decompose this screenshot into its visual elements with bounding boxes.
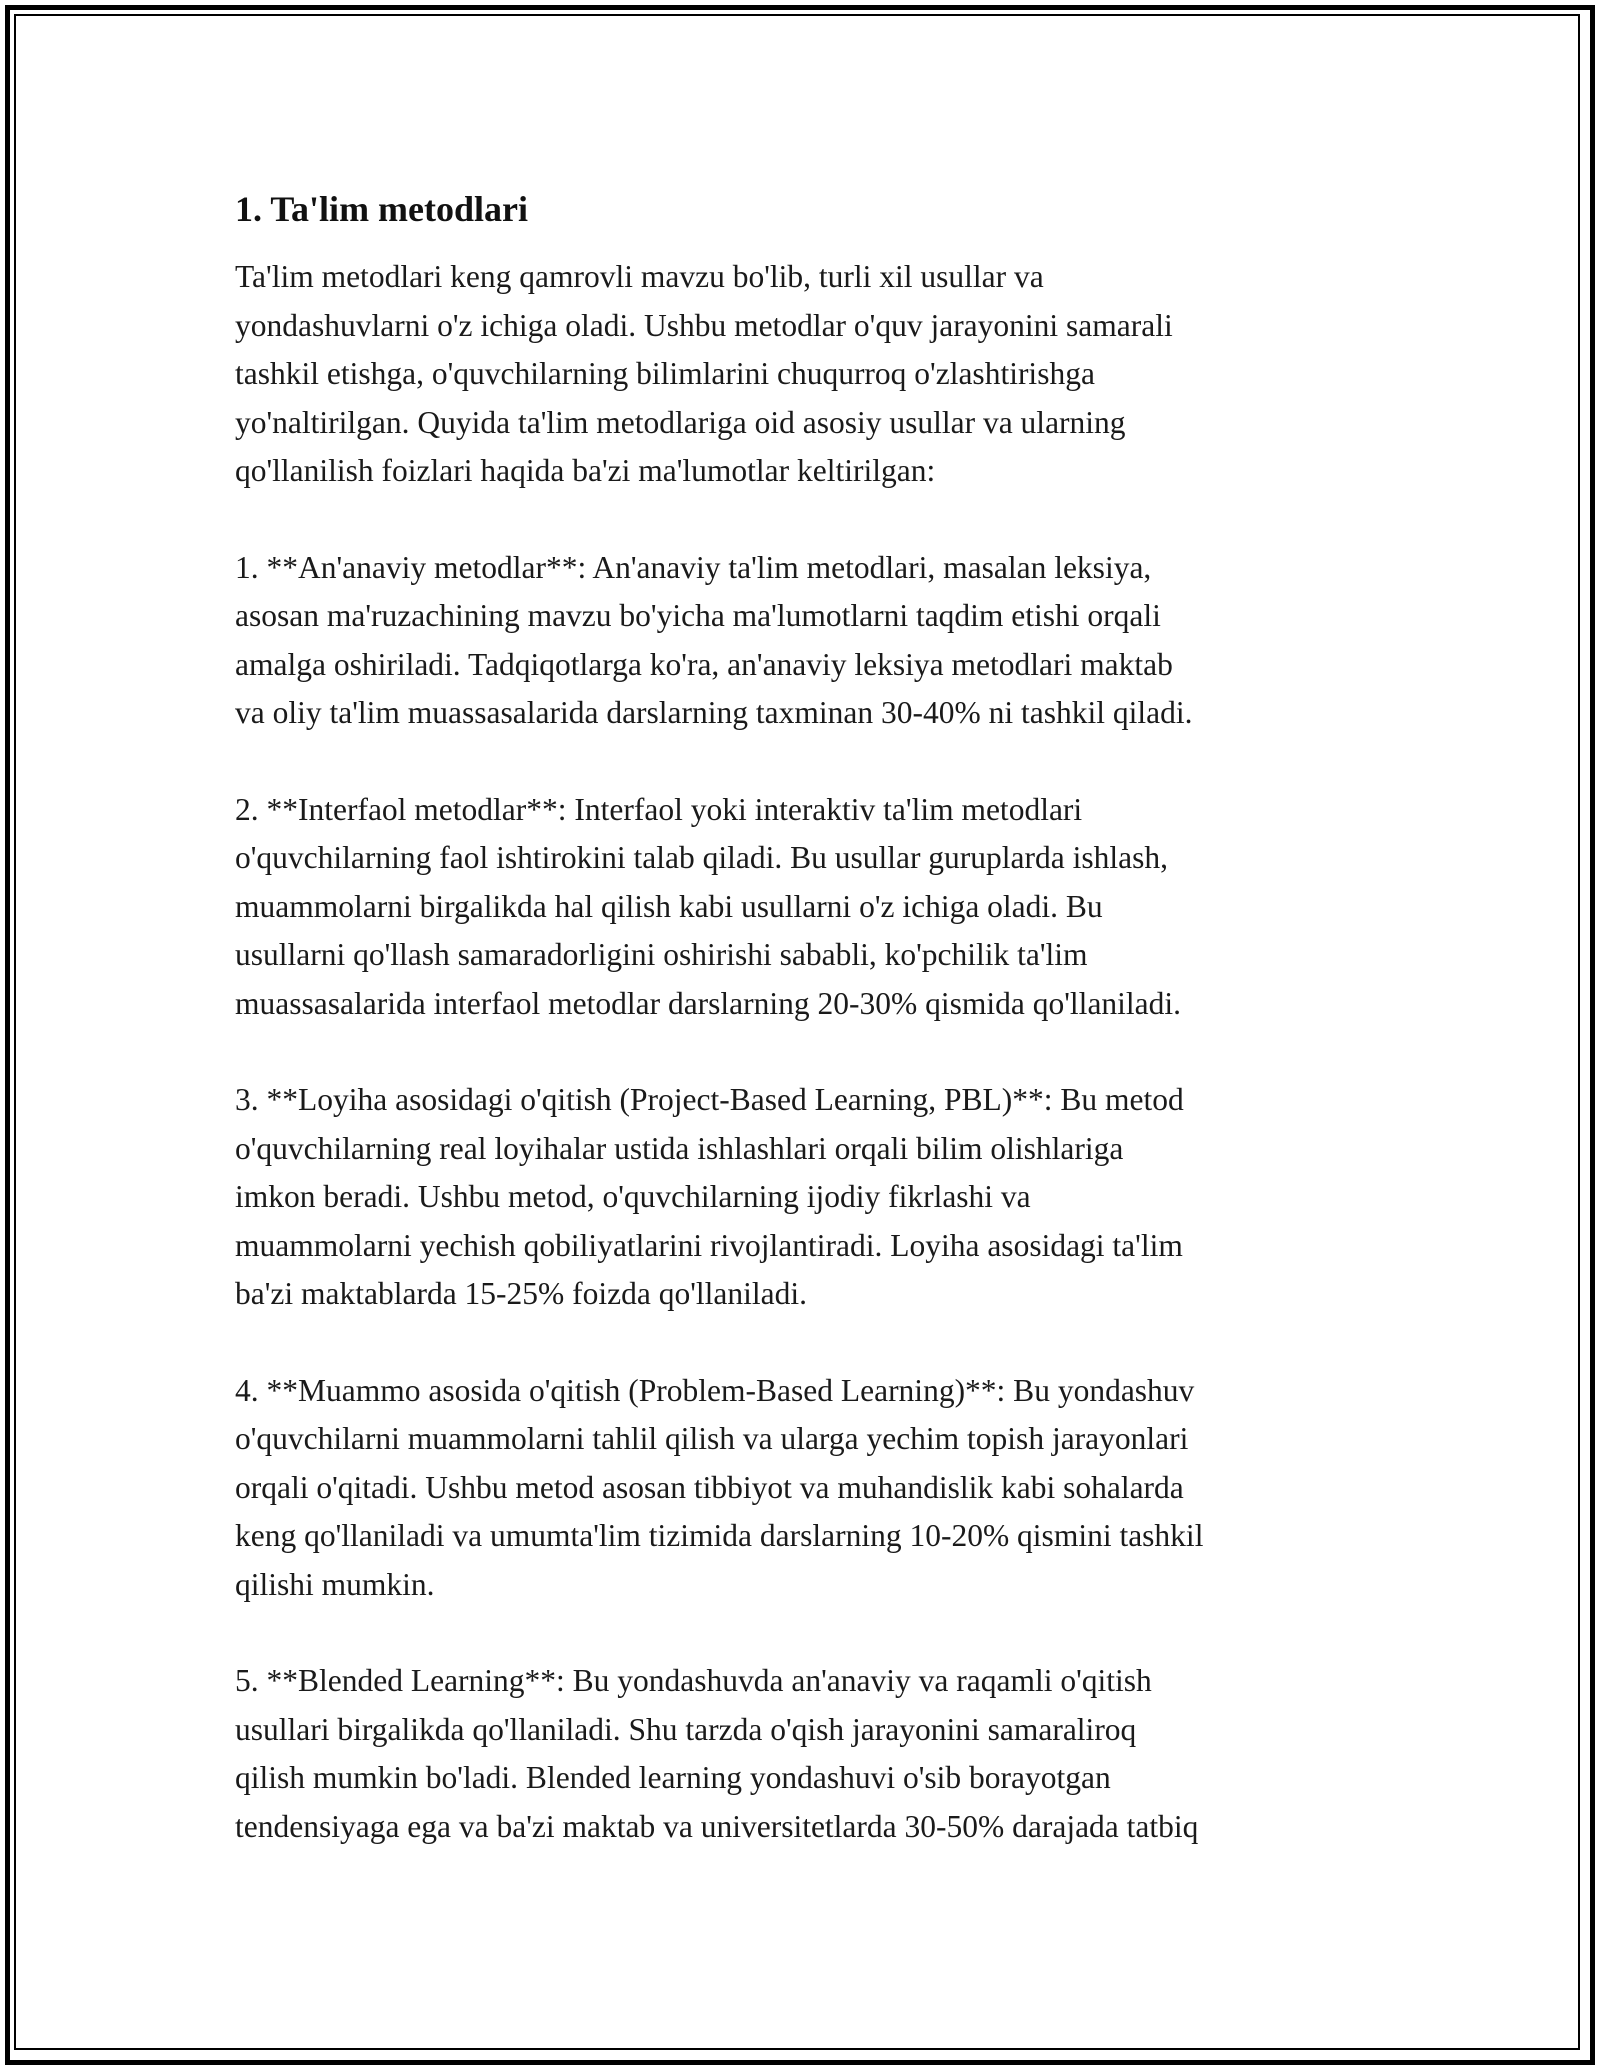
text-line: 2. **Interfaol metodlar**: Interfaol yoki interaktiv ta'lim metodlari	[235, 791, 1083, 827]
blended-learning-paragraph	[235, 1657, 1380, 1851]
text-line: orqali o'qitadi. Ushbu metod asosan tibbiyot va muhandislik kabi sohalarda	[235, 1469, 1184, 1505]
text-line: asosan ma'ruzachining mavzu bo'yicha ma'lumotlarni taqdim etishi orqali	[235, 598, 1161, 633]
problem-based-learning-paragraph	[235, 1367, 1380, 1610]
text-line: tendensiyaga ega va ba'zi maktab va universitetlarda 30-50% darajada tatbiq	[235, 1808, 1199, 1844]
text-line: o'quvchilarning faol ishtirokini talab qiladi. Bu usullar guruplarda ishlash,	[235, 840, 1169, 875]
text-line: o'quvchilarni muammolarni tahlil qilish va ularga yechim topish jarayonlari	[235, 1421, 1189, 1456]
text-line: 4. **Muammo asosida o'qitish (Problem-Based Learning)**: Bu yondashuv	[235, 1372, 1195, 1408]
text-line: muammolarni birgalikda hal qilish kabi usullarni o'z ichiga oladi. Bu	[235, 888, 1103, 924]
text-line: yondashuvlarni o'z ichiga oladi. Ushbu metodlar o'quv jarayonini samarali	[235, 307, 1173, 343]
text-line: yo'naltirilgan. Quyida ta'lim metodlariga oid asosiy usullar va ularning	[235, 404, 1126, 440]
text-line: muammolarni yechish qobiliyatlarini rivojlantiradi. Loyiha asosidagi ta'lim	[235, 1227, 1183, 1263]
text-line: usullari birgalikda qo'llaniladi. Shu tarzda o'qish jarayonini samaraliroq	[235, 1711, 1137, 1747]
text-line: keng qo'llaniladi va umumta'lim tizimida darslarning 10-20% qismini tashkil	[235, 1518, 1204, 1553]
section-heading: 1. Ta'lim metodlari	[235, 189, 529, 229]
text-line: qilish mumkin bo'ladi. Blended learning yondashuvi o'sib borayotgan	[235, 1760, 1111, 1795]
text-line: ba'zi maktablarda 15-25% foizda qo'llaniladi.	[235, 1276, 808, 1311]
text-line: o'quvchilarning real loyihalar ustida ishlashlari orqali bilim olishlariga	[235, 1130, 1124, 1166]
text-line: tashkil etishga, o'quvchilarning bilimlarini chuqurroq o'zlashtirishga	[235, 356, 1095, 391]
text-line: qilishi mumkin.	[235, 1566, 435, 1602]
document-body	[235, 185, 1380, 1899]
text-line: usullarni qo'llash samaradorligini oshirishi sababli, ko'pchilik ta'lim	[235, 937, 1088, 972]
text-line: muassasalarida interfaol metodlar darslarning 20-30% qismida qo'llaniladi.	[235, 985, 1182, 1021]
text-line: imkon beradi. Ushbu metod, o'quvchilarning ijodiy fikrlashi va	[235, 1179, 1031, 1214]
text-line: 5. **Blended Learning**: Bu yondashuvda an'anaviy va raqamli o'qitish	[235, 1663, 1152, 1698]
intro-paragraph	[235, 253, 1380, 496]
text-line: qo'llanilish foizlari haqida ba'zi ma'lumotlar keltirilgan:	[235, 453, 936, 488]
text-line: Ta'lim metodlari keng qamrovli mavzu bo'lib, turli xil usullar va	[235, 259, 1044, 294]
text-line: 1. **An'anaviy metodlar**: An'anaviy ta'lim metodlari, masalan leksiya,	[235, 549, 1152, 585]
text-line: va oliy ta'lim muassasalarida darslarning taxminan 30-40% ni tashkil qiladi.	[235, 695, 1193, 730]
traditional-methods-paragraph	[235, 544, 1380, 738]
text-line: amalga oshiriladi. Tadqiqotlarga ko'ra, an'anaviy leksiya metodlari maktab	[235, 646, 1173, 682]
project-based-learning-paragraph	[235, 1076, 1380, 1319]
text-line: 3. **Loyiha asosidagi o'qitish (Project-Based Learning, PBL)**: Bu metod	[235, 1082, 1184, 1117]
interactive-methods-paragraph	[235, 786, 1380, 1029]
